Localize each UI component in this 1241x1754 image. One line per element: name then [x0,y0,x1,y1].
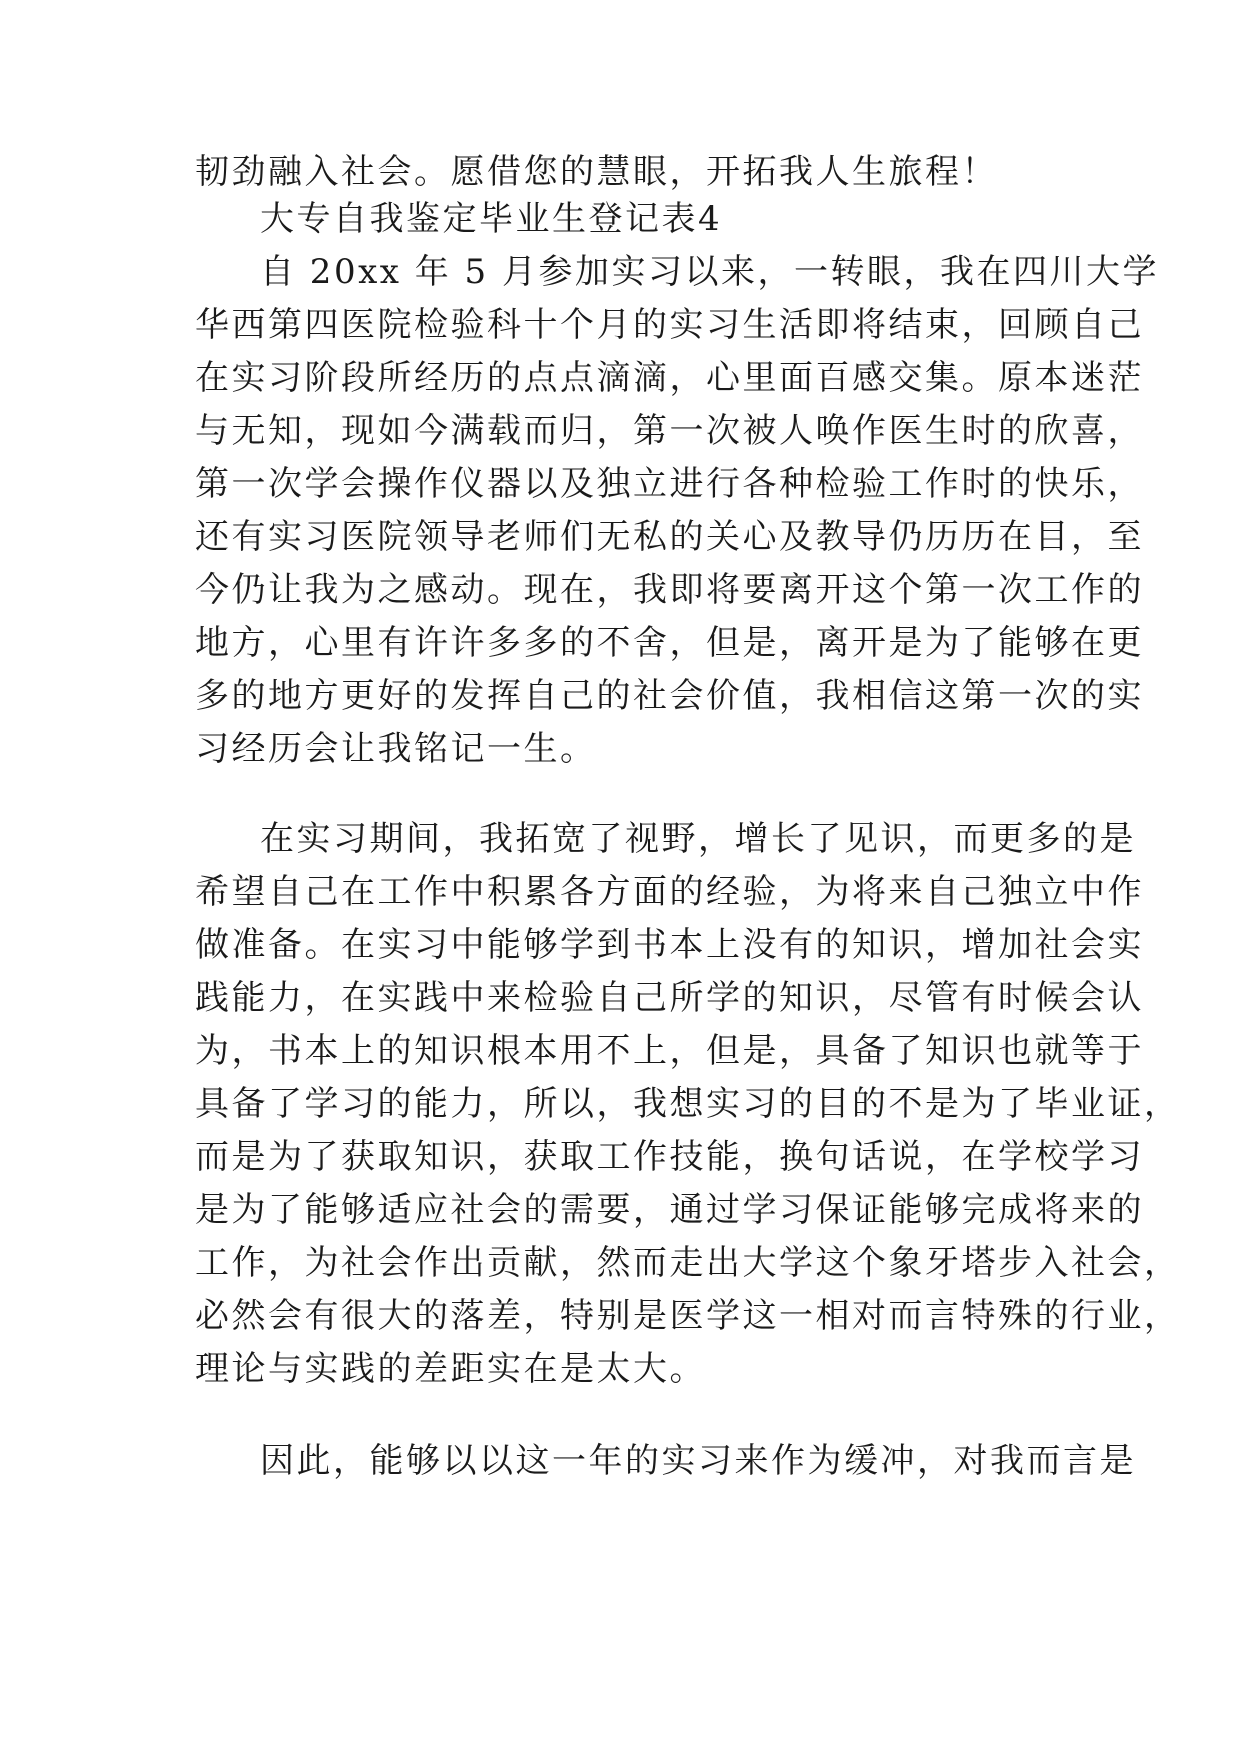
text-line: 而是为了获取知识，获取工作技能，换句话说，在学校学习 [195,1137,1144,1177]
text-line: 还有实习医院领导老师们无私的关心及教导仍历历在目，至 [195,517,1144,557]
text-line: 习经历会让我铭记一生。 [195,729,597,769]
text-line: 必然会有很大的落差，特别是医学这一相对而言特殊的行业， [195,1296,1181,1336]
text-line: 具备了学习的能力，所以，我想实习的目的不是为了毕业证， [195,1084,1181,1124]
text-line: 地方，心里有许许多多的不舍，但是，离开是为了能够在更 [195,623,1144,663]
text-line: 理论与实践的差距实在是太大。 [195,1349,706,1389]
text-line: 与无知，现如今满载而归，第一次被人唤作医生时的欣喜， [195,411,1144,451]
text-line: 华西第四医院检验科十个月的实习生活即将结束，回顾自己 [195,305,1144,345]
text-line: 多的地方更好的发挥自己的社会价值，我相信这第一次的实 [195,676,1144,716]
text-line: 践能力，在实践中来检验自己所学的知识，尽管有时候会认 [195,978,1144,1018]
text-line: 为，书本上的知识根本用不上，但是，具备了知识也就等于 [195,1031,1144,1071]
text-line: 在实习期间，我拓宽了视野，增长了见识，而更多的是 [260,819,1136,859]
text-line: 因此，能够以以这一年的实习来作为缓冲，对我而言是 [260,1441,1136,1481]
text-line: 做准备。在实习中能够学到书本上没有的知识，增加社会实 [195,925,1144,965]
text-line: 第一次学会操作仪器以及独立进行各种检验工作时的快乐， [195,464,1144,504]
text-line: 希望自己在工作中积累各方面的经验，为将来自己独立中作 [195,872,1144,912]
section-title: 大专自我鉴定毕业生登记表4 [260,199,723,239]
text-line: 是为了能够适应社会的需要，通过学习保证能够完成将来的 [195,1190,1144,1230]
text-line: 自 20xx 年 5 月参加实习以来，一转眼，我在四川大学 [260,252,1159,292]
text-line: 在实习阶段所经历的点点滴滴，心里面百感交集。原本迷茫 [195,358,1144,398]
text-line: 韧劲融入社会。愿借您的慧眼，开拓我人生旅程！ [195,152,998,192]
text-line: 工作，为社会作出贡献，然而走出大学这个象牙塔步入社会， [195,1243,1181,1283]
text-line: 今仍让我为之感动。现在，我即将要离开这个第一次工作的 [195,570,1144,610]
